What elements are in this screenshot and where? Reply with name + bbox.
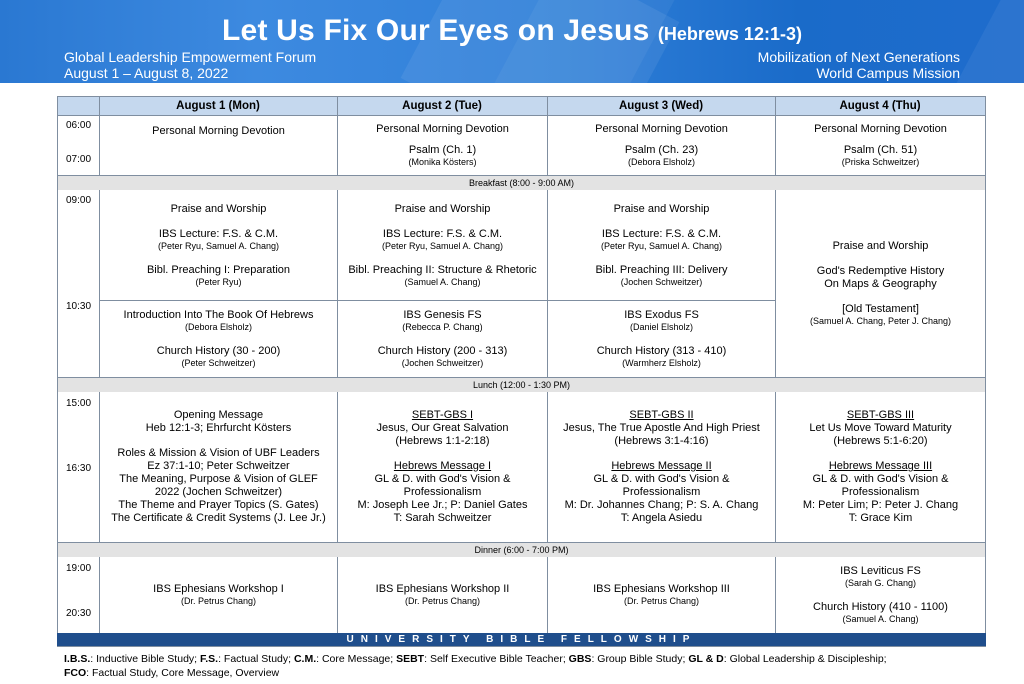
speaker: (Samuel A. Chang)	[404, 276, 481, 287]
psalm-label: Psalm (Ch. 23)	[624, 144, 699, 156]
praise-label: Praise and Worship	[170, 202, 267, 215]
roles-ref: Ez 37:1-10; Peter Schweitzer	[147, 460, 290, 472]
opening-message: Opening Message	[173, 409, 264, 421]
sebt-ref: (Hebrews 3:1-4:16)	[614, 435, 709, 447]
message-title: GL & D. with God's Vision &	[374, 473, 511, 485]
moderator: M: Dr. Johannes Chang; P: S. A. Chang	[564, 499, 759, 511]
day-header-tue: August 2 (Tue)	[337, 97, 547, 115]
time-label: 15:00	[65, 398, 92, 409]
church-history-label: Church History (200 - 313)	[377, 345, 508, 357]
opening-ref: Heb 12:1-3; Ehrfurcht Kösters	[145, 422, 292, 434]
legend-term: SEBT	[396, 653, 425, 665]
ibs-lecture: IBS Lecture: F.S. & C.M.	[158, 227, 279, 240]
speaker: (Monika Kösters)	[408, 157, 477, 167]
sebt-heading: SEBT-GBS III	[846, 409, 915, 421]
speaker: (Debora Elsholz)	[184, 322, 253, 332]
maps-label: On Maps & Geography	[824, 278, 937, 290]
title-reference: (Hebrews 12:1-3)	[657, 24, 802, 44]
speaker: (Samuel A. Chang)	[842, 614, 919, 624]
day-header-thu: August 4 (Thu)	[775, 97, 985, 115]
time-label: 20:30	[65, 608, 92, 619]
speaker: (Rebecca P. Chang)	[402, 322, 483, 332]
church-history-label: Church History (313 - 410)	[596, 345, 727, 357]
church-history-label: Church History (30 - 200)	[156, 345, 281, 357]
cell-tue-session2	[338, 301, 547, 377]
legend-term: GL & D	[688, 653, 724, 665]
speaker: (Dr. Petrus Chang)	[404, 596, 481, 606]
speaker: (Daniel Elsholz)	[629, 322, 694, 332]
legend-def: : Factual Study, Core Message, Overview	[86, 667, 280, 679]
cell-tue-evening	[338, 557, 547, 633]
legend-term: C.M.	[293, 653, 317, 665]
speaker: (Jochen Schweitzer)	[401, 358, 484, 368]
cell-wed-session1	[548, 190, 775, 300]
cell-tue-session1	[338, 190, 547, 300]
speaker: (Samuel A. Chang, Peter J. Chang)	[809, 316, 952, 326]
devotion-label: Personal Morning Devotion	[152, 124, 285, 137]
legend-line-1	[64, 652, 964, 666]
translator: T: Sarah Schweitzer	[393, 512, 492, 524]
legend-def: : Core Message;	[316, 653, 397, 665]
event-info	[64, 49, 316, 81]
cell-thu-afternoon	[776, 392, 985, 542]
translator: T: Grace Kim	[848, 512, 913, 524]
cell-wed-morning	[548, 116, 775, 175]
legend-def: : Self Executive Bible Teacher;	[424, 653, 569, 665]
time-label: 10:30	[65, 301, 92, 312]
breakfast-row: Breakfast (8:00 - 9:00 AM)	[58, 176, 985, 190]
time-label: 07:00	[65, 154, 92, 165]
speaker: (Dr. Petrus Chang)	[180, 596, 257, 606]
legend-term: GBS	[568, 653, 592, 665]
event-name: Global Leadership Empowerment Forum	[64, 49, 317, 65]
ibs-label: IBS Exodus FS	[624, 309, 699, 321]
ibs-lecture: IBS Lecture: F.S. & C.M.	[601, 227, 722, 240]
sebt-heading: SEBT-GBS I	[411, 409, 474, 421]
cell-tue-morning	[338, 116, 547, 175]
legend-term: F.S.	[200, 653, 219, 665]
speaker: (Sarah G. Chang)	[844, 578, 917, 588]
dinner-row: Dinner (6:00 - 7:00 PM)	[58, 543, 985, 557]
workshop-label: IBS Ephesians Workshop III	[593, 583, 730, 595]
ibs-label: IBS Genesis FS	[403, 309, 482, 321]
message-title-2: Professionalism	[403, 486, 482, 498]
cell-mon-session1	[100, 190, 337, 300]
psalm-label: Psalm (Ch. 1)	[408, 144, 477, 156]
preaching-label: Bibl. Preaching III: Delivery	[595, 263, 728, 276]
message-title-2: Professionalism	[622, 486, 701, 498]
preaching-label: Bibl. Preaching I: Preparation	[146, 263, 291, 276]
devotion-label: Personal Morning Devotion	[595, 123, 728, 135]
cell-wed-afternoon	[548, 392, 775, 542]
day-header-wed: August 3 (Wed)	[547, 97, 775, 115]
mission-info	[758, 49, 960, 81]
speaker: (Warmherz Elsholz)	[622, 358, 701, 368]
legend-def: : Inductive Bible Study;	[90, 653, 200, 665]
praise-label: Praise and Worship	[613, 202, 710, 215]
cell-wed-session2	[548, 301, 775, 377]
ubf-footer-bar: UNIVERSITY BIBLE FELLOWSHIP	[57, 633, 986, 646]
moderator: M: Joseph Lee Jr.; P: Daniel Gates	[357, 499, 528, 511]
mission-line-2: World Campus Mission	[816, 65, 960, 81]
sebt-title: Jesus, The True Apostle And High Priest	[563, 422, 760, 434]
legend-def: : Group Bible Study;	[591, 653, 689, 665]
cell-mon-session2	[100, 301, 337, 377]
devotion-label: Personal Morning Devotion	[814, 123, 947, 135]
sebt-heading: SEBT-GBS II	[629, 409, 694, 421]
cell-mon-evening	[100, 557, 337, 633]
legend-def: : Global Leadership & Discipleship;	[723, 653, 887, 665]
cell-thu-morning	[776, 116, 985, 175]
time-label: 16:30	[65, 463, 92, 474]
psalm-label: Psalm (Ch. 51)	[843, 144, 918, 156]
ibs-label: IBS Leviticus FS	[840, 565, 921, 577]
testament-label: [Old Testament]	[842, 303, 919, 315]
cell-wed-evening	[548, 557, 775, 633]
time-column-header	[58, 97, 99, 115]
time-label: 06:00	[65, 120, 92, 131]
workshop-label: IBS Ephesians Workshop I	[153, 583, 284, 595]
certificate-label: The Certificate & Credit Systems (J. Lee Jr.)	[111, 512, 326, 524]
roles-label: Roles & Mission & Vision of UBF Leaders	[117, 447, 320, 459]
title-main: Let Us Fix Our Eyes on Jesus	[222, 14, 650, 47]
theme-label: The Theme and Prayer Topics (S. Gates)	[118, 499, 319, 511]
cell-thu-session	[776, 190, 985, 377]
mission-line-1: Mobilization of Next Generations	[757, 49, 960, 65]
cell-mon-afternoon	[100, 392, 337, 542]
cell-thu-evening	[776, 557, 985, 633]
message-title-2: Professionalism	[841, 486, 920, 498]
schedule-table	[57, 96, 986, 647]
lunch-row: Lunch (12:00 - 1:30 PM)	[58, 378, 985, 392]
speaker: (Dr. Petrus Chang)	[623, 596, 700, 606]
intro-label: Introduction Into The Book Of Hebrews	[123, 309, 314, 321]
legend-def: : Factual Study;	[218, 653, 294, 665]
preaching-label: Bibl. Preaching II: Structure & Rhetoric	[348, 263, 537, 276]
legend-line-2	[64, 666, 964, 680]
history-label: God's Redemptive History	[816, 265, 945, 277]
sebt-title: Let Us Move Toward Maturity	[809, 422, 952, 434]
abbreviation-legend	[64, 652, 964, 680]
moderator: M: Peter Lim; P: Peter J. Chang	[802, 499, 959, 511]
glef-speaker: 2022 (Jochen Schweitzer)	[154, 486, 283, 498]
glef-label: The Meaning, Purpose & Vision of GLEF	[119, 473, 318, 485]
legend-term: FCO	[64, 667, 87, 679]
sebt-ref: (Hebrews 1:1-2:18)	[395, 435, 490, 447]
header-banner	[0, 0, 1024, 83]
speaker: (Peter Schweitzer)	[181, 358, 256, 368]
speaker: (Peter Ryu)	[195, 276, 242, 287]
translator: T: Angela Asiedu	[620, 512, 703, 524]
legend-term: I.B.S.	[64, 653, 91, 665]
sebt-ref: (Hebrews 5:1-6:20)	[833, 435, 928, 447]
message-heading: Hebrews Message III	[828, 460, 933, 472]
praise-label: Praise and Worship	[832, 240, 929, 252]
devotion-label: Personal Morning Devotion	[376, 123, 509, 135]
day-header-mon: August 1 (Mon)	[99, 97, 337, 115]
time-label: 09:00	[65, 195, 92, 206]
event-dates: August 1 – August 8, 2022	[64, 65, 229, 81]
cell-mon-morning	[100, 116, 337, 146]
message-heading: Hebrews Message I	[393, 460, 492, 472]
message-title: GL & D. with God's Vision &	[812, 473, 949, 485]
message-heading: Hebrews Message II	[611, 460, 712, 472]
speaker: (Peter Ryu, Samuel A. Chang)	[381, 240, 504, 251]
church-history-label: Church History (410 - 1100)	[813, 601, 948, 613]
speaker: (Debora Elsholz)	[627, 157, 696, 167]
cell-tue-afternoon	[338, 392, 547, 542]
time-label: 19:00	[65, 563, 92, 574]
speaker: (Jochen Schweitzer)	[620, 276, 703, 287]
speaker: (Priska Schweitzer)	[841, 157, 920, 167]
speaker: (Peter Ryu, Samuel A. Chang)	[157, 240, 280, 251]
speaker: (Peter Ryu, Samuel A. Chang)	[600, 240, 723, 251]
workshop-label: IBS Ephesians Workshop II	[375, 583, 510, 595]
page-title	[0, 14, 1024, 48]
message-title: GL & D. with God's Vision &	[593, 473, 730, 485]
ibs-lecture: IBS Lecture: F.S. & C.M.	[382, 227, 503, 240]
sebt-title: Jesus, Our Great Salvation	[376, 422, 509, 434]
praise-label: Praise and Worship	[394, 202, 491, 215]
